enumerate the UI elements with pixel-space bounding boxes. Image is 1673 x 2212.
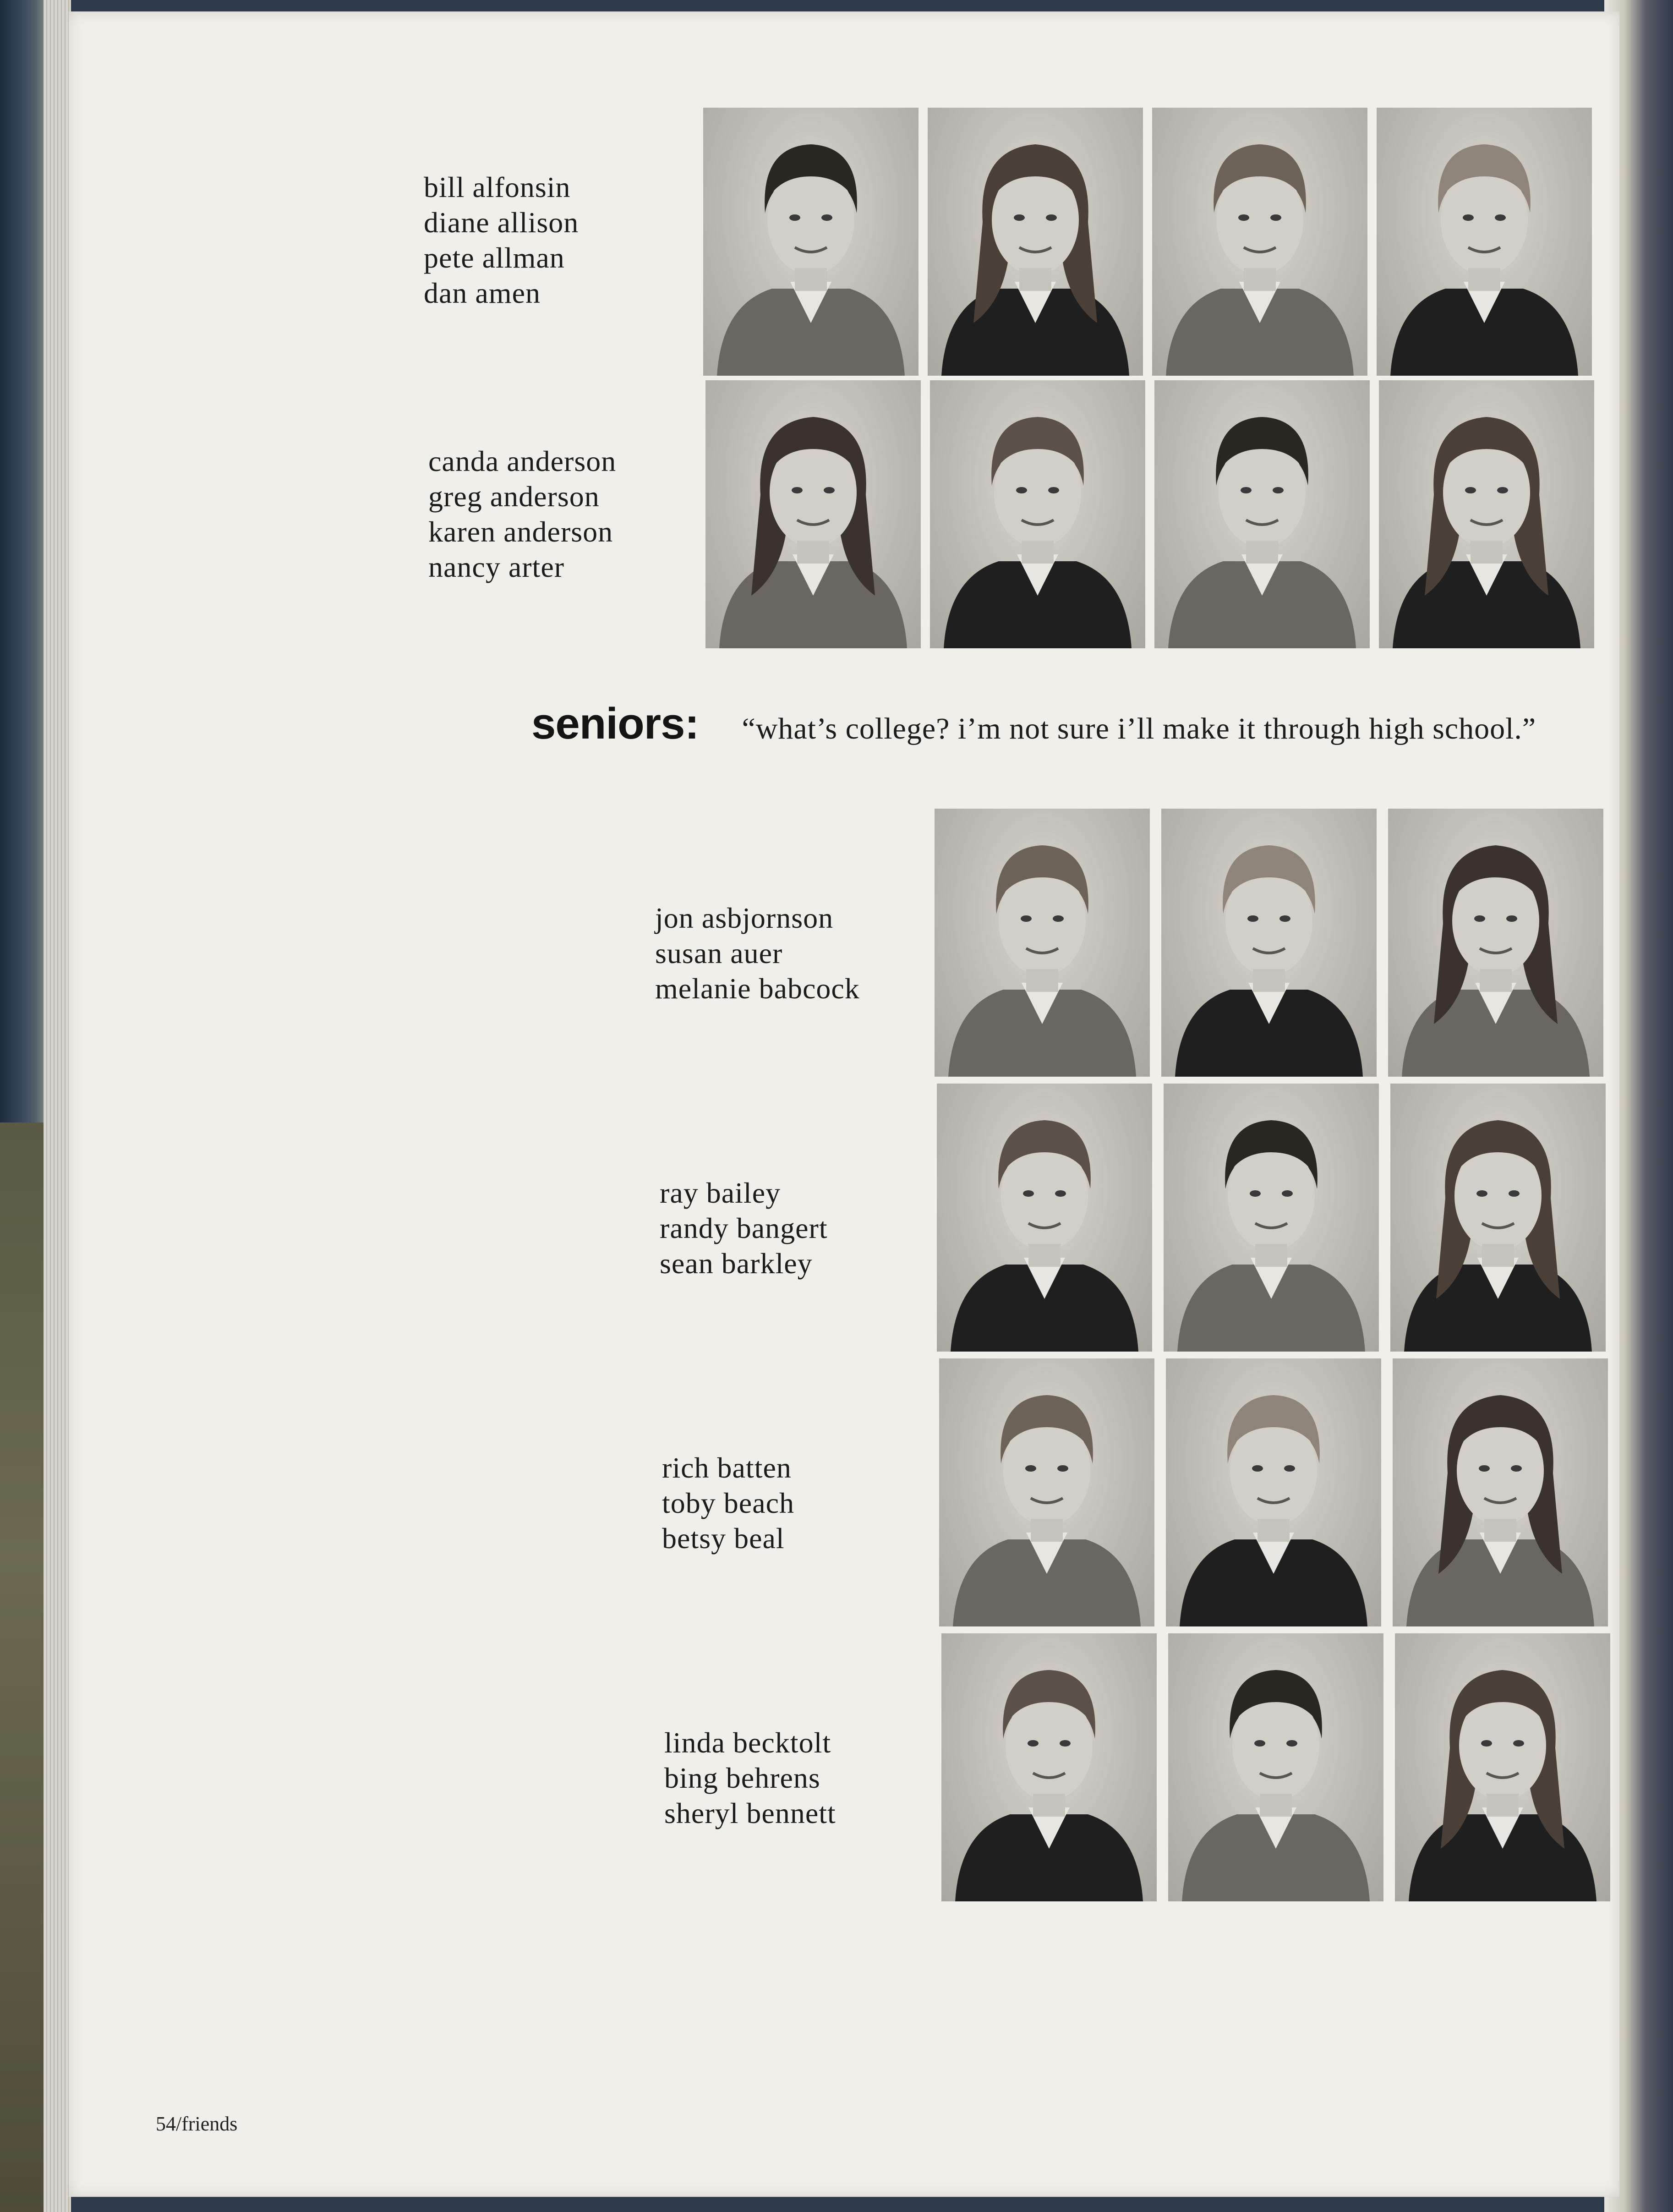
student-portrait: [939, 1358, 1154, 1626]
student-name: bing behrens: [664, 1762, 820, 1794]
page-edges: [44, 0, 71, 2212]
student-name: greg anderson: [428, 480, 600, 513]
student-portrait: [705, 380, 921, 648]
student-portrait: [1168, 1633, 1383, 1901]
student-portrait: [1154, 380, 1370, 648]
student-name: susan auer: [655, 937, 783, 969]
student-name: pete allman: [424, 241, 565, 274]
student-portrait: [1166, 1358, 1381, 1626]
seniors-heading-row: [531, 699, 1536, 749]
student-name: betsy beal: [662, 1522, 785, 1555]
student-name: nancy arter: [428, 551, 565, 583]
student-name: dan amen: [424, 277, 541, 309]
page-folio: 54/friends: [156, 2113, 238, 2135]
student-portrait: [937, 1084, 1152, 1352]
student-portrait: [941, 1633, 1157, 1901]
student-name: sean barkley: [660, 1247, 813, 1280]
student-portrait: [935, 809, 1150, 1077]
student-portrait: [1395, 1633, 1610, 1901]
student-name: bill alfonsin: [424, 171, 571, 203]
student-name: canda anderson: [428, 445, 617, 477]
student-portrait: [1377, 108, 1592, 376]
student-portrait: [1393, 1358, 1608, 1626]
name-list-group-2: [428, 443, 616, 585]
student-portrait: [703, 108, 919, 376]
student-name: rich batten: [662, 1451, 792, 1484]
student-name: randy bangert: [660, 1212, 828, 1244]
student-name: karen anderson: [428, 515, 613, 548]
name-list-group-5: [662, 1450, 794, 1556]
student-name: linda becktolt: [664, 1726, 831, 1759]
student-name: diane allison: [424, 206, 579, 239]
student-name: ray bailey: [660, 1177, 781, 1209]
student-portrait: [1390, 1084, 1606, 1352]
name-list-group-1: [424, 170, 579, 311]
student-portrait: [1388, 809, 1603, 1077]
student-portrait: [1161, 809, 1377, 1077]
yearbook-page: [69, 11, 1619, 2197]
student-name: jon asbjornson: [655, 902, 834, 934]
student-name: melanie babcock: [655, 972, 860, 1005]
section-quote: “what’s college? i’m not sure i’ll make it through high school.”: [742, 712, 1536, 745]
student-name: toby beach: [662, 1487, 794, 1519]
student-portrait: [1152, 108, 1367, 376]
name-list-group-4: [660, 1175, 828, 1281]
student-portrait: [1379, 380, 1594, 648]
name-list-group-6: [664, 1725, 836, 1831]
student-portrait: [1164, 1084, 1379, 1352]
student-name: sheryl bennett: [664, 1797, 836, 1829]
name-list-group-3: [655, 900, 860, 1006]
student-portrait: [930, 380, 1145, 648]
section-heading: seniors:: [531, 699, 699, 748]
student-portrait: [928, 108, 1143, 376]
